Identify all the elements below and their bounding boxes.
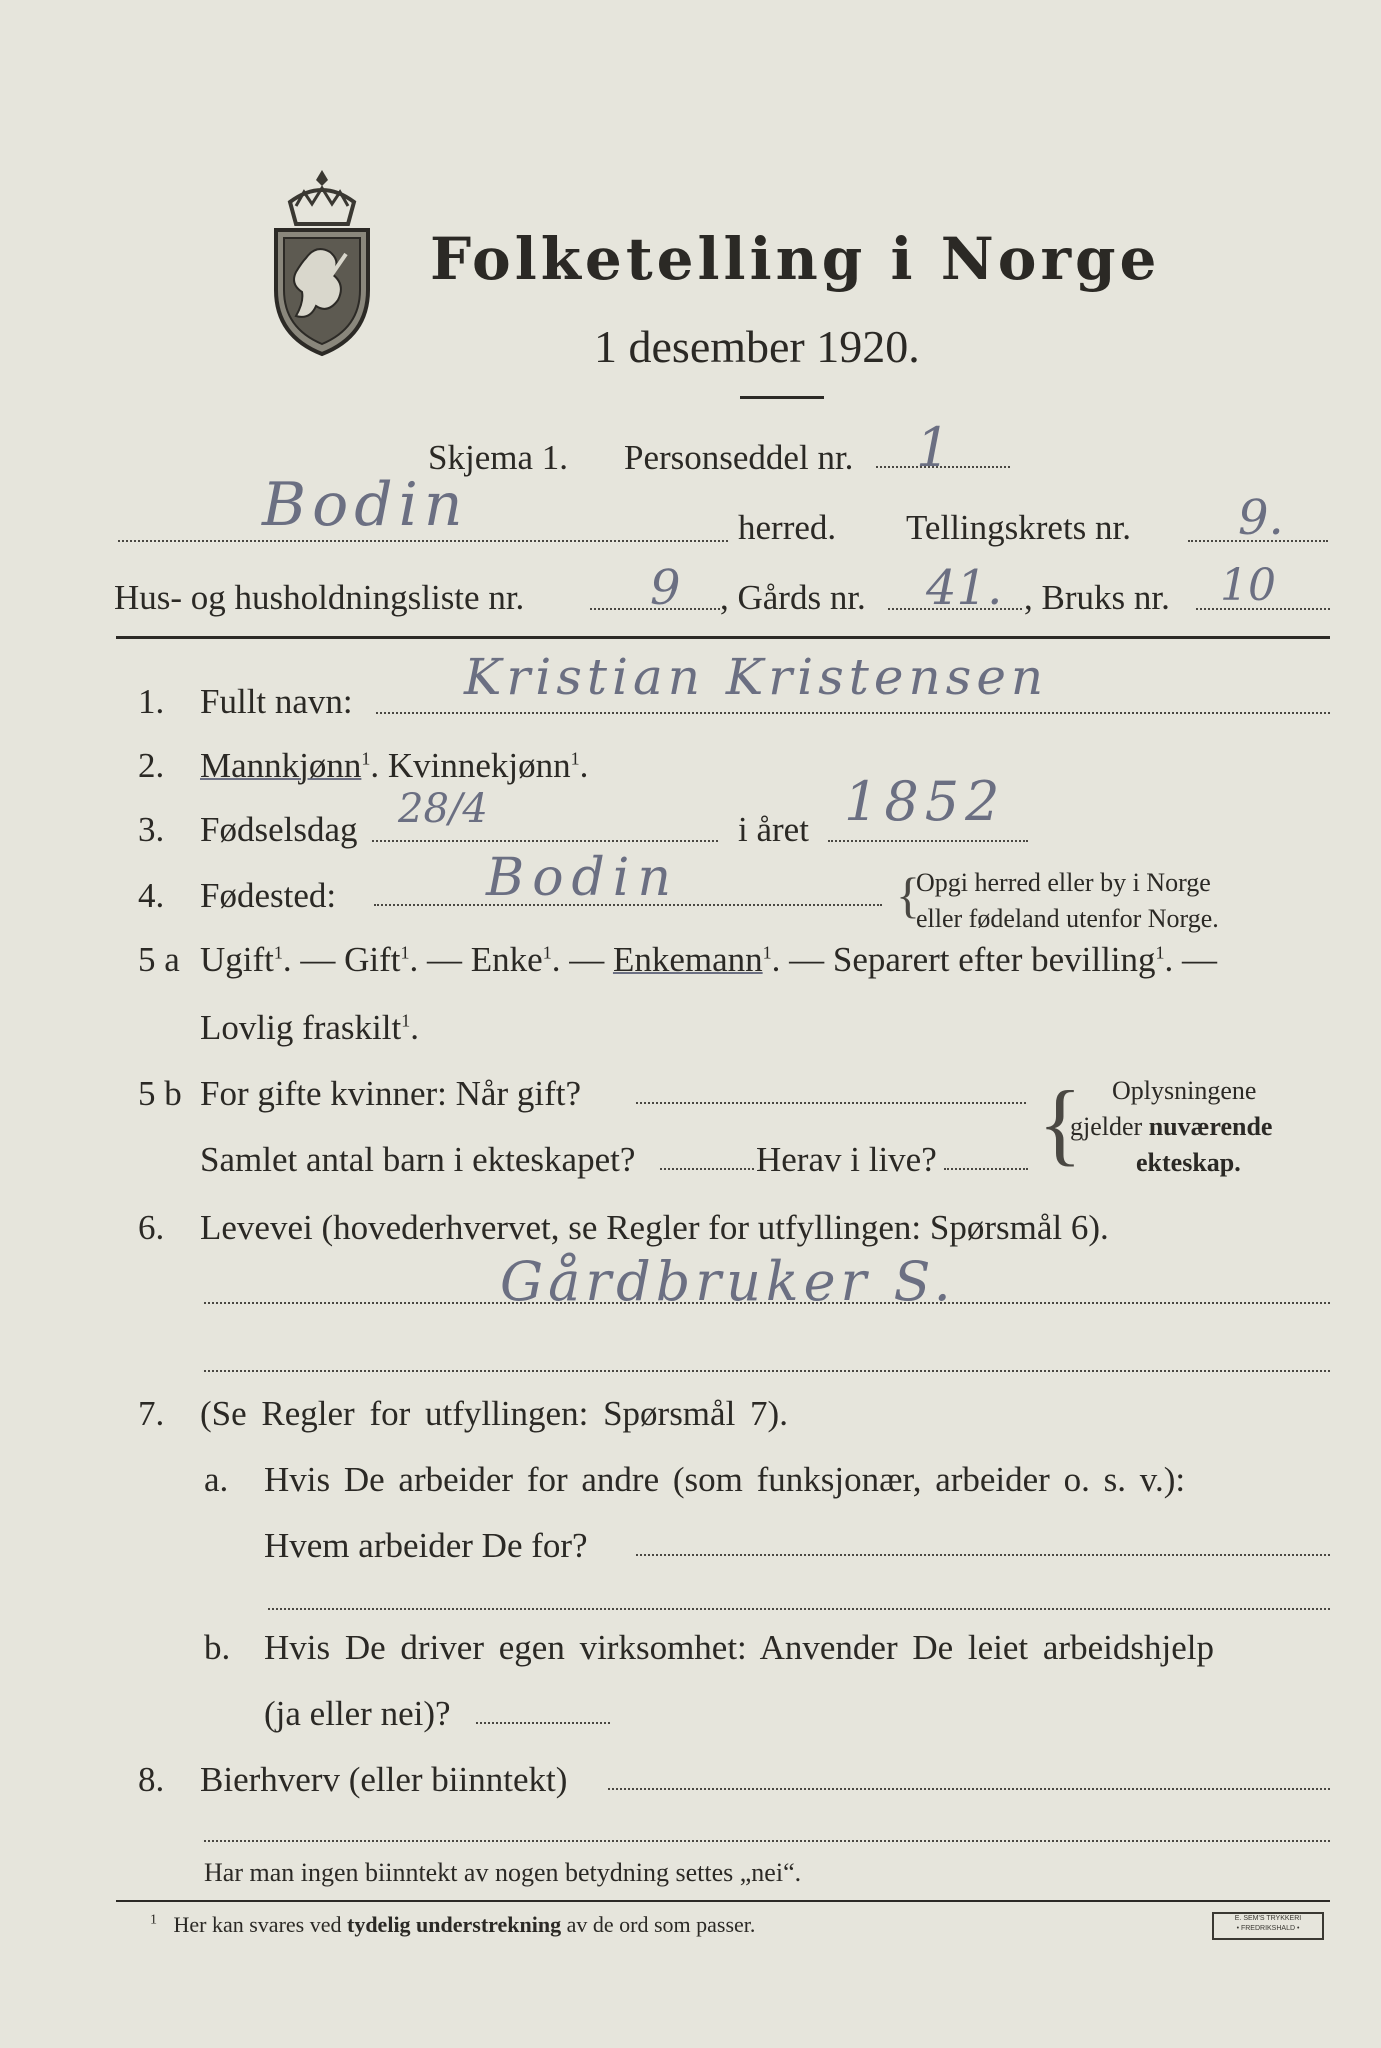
- tellingskrets-label: Tellingskrets nr.: [906, 508, 1132, 547]
- q7a-question: Hvem arbeider De for?: [264, 1526, 588, 1565]
- q7a-text: Hvis De arbeider for andre (som funksjonær, arbeider o. s. v.):: [264, 1460, 1186, 1499]
- q7-number: 7.: [138, 1394, 165, 1433]
- q5a-sup-4: 1: [762, 942, 772, 963]
- side-income-line-1: [608, 1788, 1330, 1790]
- q5a-line-1: [200, 940, 1217, 980]
- q5b-brace: {: [1038, 1072, 1083, 1174]
- children-line: [660, 1168, 754, 1170]
- q6-label: Levevei (hovederhvervet, se Regler for utfyllingen: Spørsmål 6).: [200, 1208, 1109, 1247]
- q5b-note-2a: gjelder: [1070, 1112, 1149, 1141]
- gards-label: , Gårds nr.: [720, 578, 866, 617]
- q4-brace: {: [896, 867, 920, 923]
- q5b-note-2: [1070, 1112, 1272, 1142]
- q5a-sup-5: 1: [1155, 942, 1165, 963]
- q3-label: Fødselsdag: [200, 810, 358, 849]
- q2-number: 2.: [138, 746, 165, 785]
- footnote: [150, 1912, 755, 1938]
- q5b-note-3: ekteskap.: [1136, 1148, 1241, 1177]
- fraskilt-option: Lovlig fraskilt: [200, 1008, 402, 1047]
- herred-line: [118, 540, 728, 542]
- title-rule: [740, 396, 824, 399]
- personseddel-label: Personseddel nr.: [624, 438, 854, 477]
- enkemann-option: Enkemann: [612, 940, 763, 979]
- q5b-number: 5 b: [138, 1074, 182, 1113]
- q7-label: (Se Regler for utfyllingen: Spørsmål 7).: [200, 1394, 788, 1433]
- bruks-value: 10: [1220, 560, 1276, 611]
- bruks-label: , Bruks nr.: [1024, 578, 1170, 617]
- ugift-option: Ugift: [200, 940, 274, 979]
- q2-period: .: [579, 746, 589, 785]
- birthday-line: [372, 840, 718, 842]
- husliste-label: Hus- og husholdningsliste nr.: [114, 578, 525, 617]
- footnote-a: Her kan svares ved: [173, 1912, 347, 1937]
- q1-number: 1.: [138, 682, 165, 721]
- q1-line: [376, 712, 1330, 714]
- q6-line-1: [204, 1302, 1330, 1304]
- q5a-dash: . —: [551, 940, 613, 979]
- q4-label: Fødested:: [200, 876, 337, 915]
- birthplace-value: Bodin: [486, 848, 679, 908]
- tellingskrets-value: 9.: [1238, 490, 1284, 546]
- footer-note: Har man ingen biinntekt av nogen betydning settes „nei“.: [204, 1858, 802, 1887]
- separert-option: . — Separert efter bevilling: [771, 940, 1156, 979]
- hired-help-line: [476, 1722, 610, 1724]
- q2-text: [200, 746, 588, 786]
- footnote-b: tydelig understrekning: [347, 1912, 562, 1937]
- female-option: . Kvinnekjønn: [370, 746, 571, 785]
- q5b-note-2b: nuværende: [1148, 1112, 1273, 1141]
- full-name-value: Kristian Kristensen: [464, 648, 1049, 706]
- married-when-line: [636, 1102, 1026, 1104]
- q5a-line-2-end: .: [410, 1008, 419, 1047]
- q5b-label-3: Herav i live?: [756, 1140, 937, 1179]
- q5a-sup-2: 1: [400, 942, 410, 963]
- q5a-sup-3: 1: [542, 942, 552, 963]
- male-option: Mannkjønn: [200, 746, 362, 785]
- q6-line-2: [204, 1370, 1330, 1372]
- header-rule: [116, 636, 1330, 639]
- footnote-number: 1: [150, 1912, 157, 1928]
- footnote-c: av de ord som passer.: [561, 1912, 756, 1937]
- form-date: 1 desember 1920.: [594, 321, 920, 372]
- q5b-note-1: Oplysningene: [1112, 1076, 1257, 1105]
- q4-note-1: Opgi herred eller by i Norge: [916, 868, 1211, 897]
- gards-value: 41.: [926, 560, 1003, 616]
- q7b-letter: b.: [204, 1628, 231, 1667]
- enke-option: . — Enke: [409, 940, 543, 979]
- year-line: [828, 840, 1028, 842]
- q8-number: 8.: [138, 1760, 165, 1799]
- printer-line-2: • FREDRIKSHALD •: [1236, 1925, 1300, 1932]
- printer-line-1: E. SEM'S TRYKKERI: [1234, 1915, 1302, 1922]
- q5a-end: . —: [1164, 940, 1218, 979]
- husliste-value: 9: [650, 560, 681, 616]
- q5a-sup-6: 1: [401, 1010, 411, 1031]
- gift-option: . — Gift: [282, 940, 401, 979]
- q5a-number: 5 a: [138, 940, 180, 979]
- q1-label: Fullt navn:: [200, 682, 353, 721]
- living-line: [944, 1168, 1028, 1170]
- coat-of-arms-icon: [262, 162, 382, 362]
- q5a-sup-1: 1: [273, 942, 283, 963]
- q4-number: 4.: [138, 876, 165, 915]
- employer-line-1: [636, 1554, 1330, 1556]
- occupation-value: Gårdbruker S.: [500, 1250, 956, 1313]
- printer-mark: [1212, 1912, 1324, 1940]
- schema-label: Skjema 1.: [428, 438, 568, 477]
- form-title: Folketelling i Norge: [430, 225, 1161, 293]
- q2-sup-1: 1: [361, 748, 371, 769]
- q7a-letter: a.: [204, 1460, 229, 1499]
- side-income-line-2: [204, 1840, 1330, 1842]
- q5a-line-2: [200, 1008, 419, 1048]
- q8-label: Bierhverv (eller biinntekt): [200, 1760, 568, 1799]
- personseddel-value: 1: [916, 416, 951, 479]
- year-label: i året: [738, 810, 809, 849]
- footer-rule: [116, 1900, 1330, 1902]
- herred-label: herred.: [738, 508, 837, 547]
- q7b-text: Hvis De driver egen virksomhet: Anvender De leiet arbeidshjelp: [264, 1628, 1214, 1667]
- q5b-label-1: For gifte kvinner: Når gift?: [200, 1074, 582, 1113]
- birthday-value: 28/4: [398, 786, 488, 832]
- herred-value: Bodin: [262, 470, 469, 540]
- q4-note-2: eller fødeland utenfor Norge.: [916, 904, 1219, 933]
- q6-number: 6.: [138, 1208, 165, 1247]
- q7b-question: (ja eller nei)?: [264, 1694, 451, 1733]
- employer-line-2: [268, 1608, 1330, 1610]
- q5b-label-2: Samlet antal barn i ekteskapet?: [200, 1140, 636, 1179]
- q2-sup-2: 1: [570, 748, 580, 769]
- q3-number: 3.: [138, 810, 165, 849]
- birth-year-value: 1852: [844, 770, 1006, 833]
